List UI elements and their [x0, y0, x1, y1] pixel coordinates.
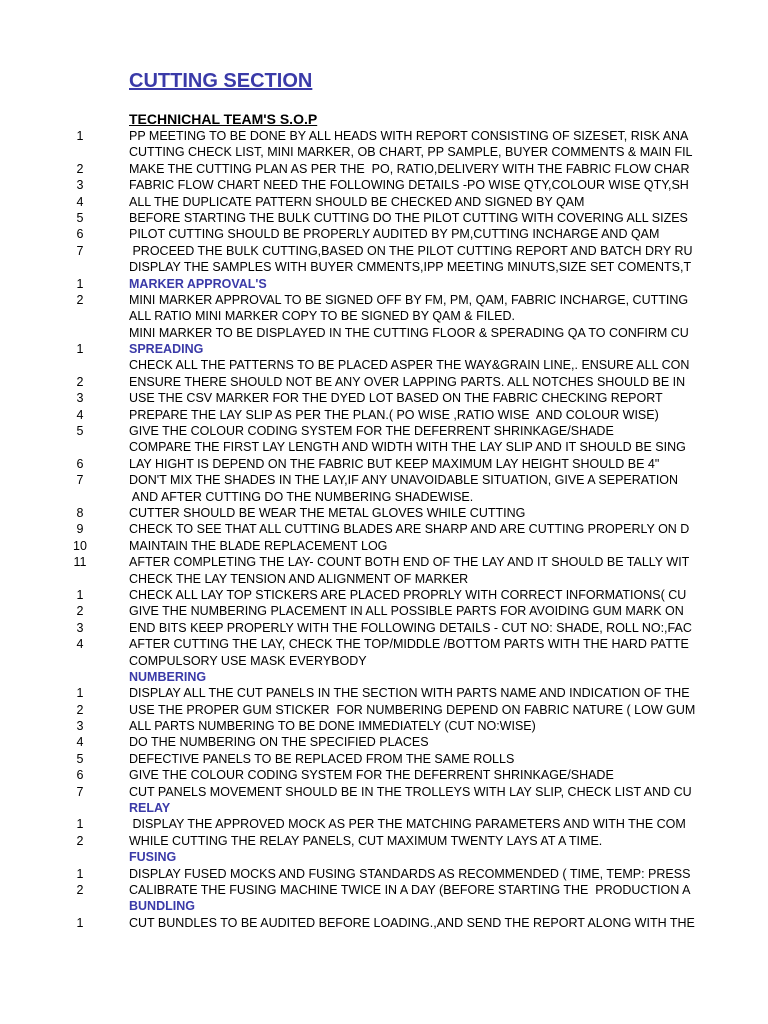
row-number: 2: [76, 374, 84, 389]
row-number: 10: [73, 538, 87, 553]
row-number: 3: [76, 719, 84, 734]
sop-row: [0, 751, 768, 767]
row-number: 7: [76, 473, 84, 488]
sop-row: [0, 423, 768, 439]
sop-row: [0, 653, 768, 669]
section-heading-row: [0, 849, 768, 865]
page-title: CUTTING SECTION: [129, 70, 313, 92]
sop-row: [0, 161, 768, 177]
section-heading: RELAY: [129, 801, 171, 816]
row-number: 1: [76, 129, 84, 143]
sop-row: [0, 603, 768, 619]
row-text: COMPULSORY USE MASK EVERYBODY: [129, 653, 367, 668]
row-number: 7: [76, 243, 84, 258]
sop-row: [0, 521, 768, 537]
row-text: PROCEED THE BULK CUTTING,BASED ON THE PILOT CUTTING REPORT AND BATCH DRY RU: [129, 243, 693, 258]
row-text: GIVE THE COLOUR CODING SYSTEM FOR THE DEFERRENT SHRINKAGE/SHADE: [129, 768, 614, 783]
row-text: CHECK ALL LAY TOP STICKERS ARE PLACED PROPRLY WITH CORRECT INFORMATIONS( CU: [129, 587, 687, 602]
row-number: 6: [76, 768, 84, 783]
row-number: 1: [76, 587, 84, 602]
section-heading-row: [0, 898, 768, 914]
row-text: BEFORE STARTING THE BULK CUTTING DO THE PILOT CUTTING WITH COVERING ALL SIZES: [129, 210, 688, 225]
row-text: ALL PARTS NUMBERING TO BE DONE IMMEDIATELY (CUT NO:WISE): [129, 719, 536, 734]
sop-row: [0, 718, 768, 734]
row-text: AFTER CUTTING THE LAY, CHECK THE TOP/MIDDLE /BOTTOM PARTS WITH THE HARD PATTE: [129, 637, 689, 652]
row-number: 5: [76, 424, 84, 439]
sop-row: [0, 407, 768, 423]
row-text: DISPLAY THE SAMPLES WITH BUYER CMMENTS,IPP MEETING MINUTS,SIZE SET COMENTS,T: [129, 260, 692, 275]
sop-row: [0, 308, 768, 324]
sop-row: [0, 439, 768, 455]
row-number: 4: [76, 407, 84, 422]
sop-row: [0, 833, 768, 849]
row-number: 1: [76, 866, 84, 881]
row-text: END BITS KEEP PROPERLY WITH THE FOLLOWING DETAILS - CUT NO: SHADE, ROLL NO:,FAC: [129, 620, 692, 635]
row-number: 4: [76, 735, 84, 750]
row-number: 2: [76, 833, 84, 848]
row-text: CUTTING CHECK LIST, MINI MARKER, OB CHART, PP SAMPLE, BUYER COMMENTS & MAIN FIL: [129, 145, 693, 160]
row-number: 1: [76, 817, 84, 832]
row-number: 11: [73, 555, 87, 570]
sop-row: [0, 636, 768, 652]
row-number: 1: [76, 342, 84, 357]
row-number: 2: [76, 604, 84, 619]
section-heading-row: [0, 669, 768, 685]
row-number: 8: [76, 505, 84, 520]
sop-row: [0, 489, 768, 505]
row-text: CHECK TO SEE THAT ALL CUTTING BLADES ARE SHARP AND ARE CUTTING PROPERLY ON D: [129, 522, 690, 537]
sop-row: [0, 784, 768, 800]
row-number: 1: [76, 276, 84, 291]
sop-row: [0, 472, 768, 488]
row-number: 7: [76, 784, 84, 799]
sop-row: [0, 882, 768, 898]
row-text: ALL RATIO MINI MARKER COPY TO BE SIGNED BY QAM & FILED.: [129, 309, 515, 324]
sop-row: [0, 390, 768, 406]
sop-row: [0, 292, 768, 308]
sop-row: [0, 866, 768, 882]
row-number: 9: [76, 522, 84, 537]
sop-row: [0, 210, 768, 226]
section-heading-row: [0, 276, 768, 292]
row-text: PILOT CUTTING SHOULD BE PROPERLY AUDITED BY PM,CUTTING INCHARGE AND QAM: [129, 227, 660, 242]
sop-row: [0, 374, 768, 390]
sop-row: [0, 128, 768, 144]
row-number: 5: [76, 210, 84, 225]
row-text: CHECK ALL THE PATTERNS TO BE PLACED ASPER THE WAY&GRAIN LINE,. ENSURE ALL CON: [129, 358, 690, 373]
row-text: GIVE THE COLOUR CODING SYSTEM FOR THE DEFERRENT SHRINKAGE/SHADE: [129, 424, 614, 439]
sop-row: [0, 194, 768, 210]
sop-row: [0, 915, 768, 931]
row-text: DON'T MIX THE SHADES IN THE LAY,IF ANY UNAVOIDABLE SITUATION, GIVE A SEPERATION: [129, 473, 679, 488]
sop-row: [0, 587, 768, 603]
row-text: GIVE THE NUMBERING PLACEMENT IN ALL POSSIBLE PARTS FOR AVOIDING GUM MARK ON: [129, 604, 684, 619]
row-text: PP MEETING TO BE DONE BY ALL HEADS WITH REPORT CONSISTING OF SIZESET, RISK ANA: [129, 129, 689, 143]
row-text: DEFECTIVE PANELS TO BE REPLACED FROM THE SAME ROLLS: [129, 751, 515, 766]
row-text: DISPLAY THE APPROVED MOCK AS PER THE MATCHING PARAMETERS AND WITH THE COM: [129, 817, 686, 832]
row-text: WHILE CUTTING THE RELAY PANELS, CUT MAXIMUM TWENTY LAYS AT A TIME.: [129, 833, 603, 848]
row-text: MINI MARKER APPROVAL TO BE SIGNED OFF BY FM, PM, QAM, FABRIC INCHARGE, CUTTING: [129, 292, 689, 307]
row-text: AFTER COMPLETING THE LAY- COUNT BOTH END OF THE LAY AND IT SHOULD BE TALLY WIT: [129, 555, 690, 570]
section-heading: SPREADING: [129, 342, 204, 357]
sop-row: [0, 767, 768, 783]
row-text: DISPLAY ALL THE CUT PANELS IN THE SECTION WITH PARTS NAME AND INDICATION OF THE: [129, 686, 690, 701]
row-text: MAINTAIN THE BLADE REPLACEMENT LOG: [129, 538, 388, 553]
row-number: 2: [76, 292, 84, 307]
row-text: CUT BUNDLES TO BE AUDITED BEFORE LOADING.,AND SEND THE REPORT ALONG WITH THE: [129, 915, 695, 930]
sop-row: [0, 456, 768, 472]
row-text: DO THE NUMBERING ON THE SPECIFIED PLACES: [129, 735, 429, 750]
section-heading-row: [0, 800, 768, 816]
section-heading: BUNDLING: [129, 899, 195, 914]
sop-row: [0, 702, 768, 718]
row-number: 6: [76, 227, 84, 242]
row-text: CUTTER SHOULD BE WEAR THE METAL GLOVES WHILE CUTTING: [129, 505, 526, 520]
row-text: USE THE PROPER GUM STICKER FOR NUMBERING DEPEND ON FABRIC NATURE ( LOW GUM: [129, 702, 695, 717]
row-text: MINI MARKER TO BE DISPLAYED IN THE CUTTING FLOOR & SPERADING QA TO CONFIRM CU: [129, 325, 689, 340]
row-text: PREPARE THE LAY SLIP AS PER THE PLAN.( PO WISE ,RATIO WISE AND COLOUR WISE): [129, 407, 659, 422]
sop-row: [0, 505, 768, 521]
sop-row: [0, 816, 768, 832]
row-text: USE THE CSV MARKER FOR THE DYED LOT BASED ON THE FABRIC CHECKING REPORT: [129, 391, 663, 406]
row-number: 3: [76, 620, 84, 635]
row-number: 1: [76, 915, 84, 930]
row-text: MAKE THE CUTTING PLAN AS PER THE PO, RATIO,DELIVERY WITH THE FABRIC FLOW CHAR: [129, 161, 690, 176]
row-number: 2: [76, 161, 84, 176]
sop-row: [0, 177, 768, 193]
sop-row: [0, 538, 768, 554]
row-number: 2: [76, 702, 84, 717]
sop-row: [0, 243, 768, 259]
row-number: 4: [76, 637, 84, 652]
row-number: 5: [76, 751, 84, 766]
sop-row: [0, 685, 768, 701]
page-subtitle: TECHNICHAL TEAM'S S.O.P: [129, 111, 318, 127]
row-text: ENSURE THERE SHOULD NOT BE ANY OVER LAPPING PARTS. ALL NOTCHES SHOULD BE IN: [129, 374, 686, 389]
row-text: ALL THE DUPLICATE PATTERN SHOULD BE CHECKED AND SIGNED BY QAM: [129, 194, 585, 209]
sop-row: [0, 325, 768, 341]
row-text: DISPLAY FUSED MOCKS AND FUSING STANDARDS AS RECOMMENDED ( TIME, TEMP: PRESS: [129, 866, 691, 881]
row-text: LAY HIGHT IS DEPEND ON THE FABRIC BUT KEEP MAXIMUM LAY HEIGHT SHOULD BE 4": [129, 456, 660, 471]
sop-list: [0, 128, 768, 931]
row-number: 1: [76, 686, 84, 701]
row-text: COMPARE THE FIRST LAY LENGTH AND WIDTH WITH THE LAY SLIP AND IT SHOULD BE SING: [129, 440, 686, 455]
sop-row: [0, 226, 768, 242]
sop-row: [0, 259, 768, 275]
sop-row: [0, 144, 768, 160]
row-text: CALIBRATE THE FUSING MACHINE TWICE IN A DAY (BEFORE STARTING THE PRODUCTION A: [129, 882, 691, 897]
section-heading-row: [0, 341, 768, 357]
sop-row: [0, 357, 768, 373]
row-number: 3: [76, 178, 84, 193]
sop-row: [0, 554, 768, 570]
row-number: 2: [76, 882, 84, 897]
row-text: AND AFTER CUTTING DO THE NUMBERING SHADEWISE.: [129, 489, 474, 504]
row-text: CUT PANELS MOVEMENT SHOULD BE IN THE TROLLEYS WITH LAY SLIP, CHECK LIST AND CU: [129, 784, 692, 799]
section-heading: FUSING: [129, 850, 177, 865]
row-number: 4: [76, 194, 84, 209]
sop-row: [0, 571, 768, 587]
row-number: 6: [76, 456, 84, 471]
section-heading: MARKER APPROVAL'S: [129, 276, 267, 291]
sop-row: [0, 734, 768, 750]
sop-row: [0, 620, 768, 636]
section-heading: NUMBERING: [129, 669, 207, 684]
row-number: 3: [76, 391, 84, 406]
row-text: CHECK THE LAY TENSION AND ALIGNMENT OF MARKER: [129, 571, 469, 586]
row-text: FABRIC FLOW CHART NEED THE FOLLOWING DETAILS -PO WISE QTY,COLOUR WISE QTY,SH: [129, 178, 689, 193]
